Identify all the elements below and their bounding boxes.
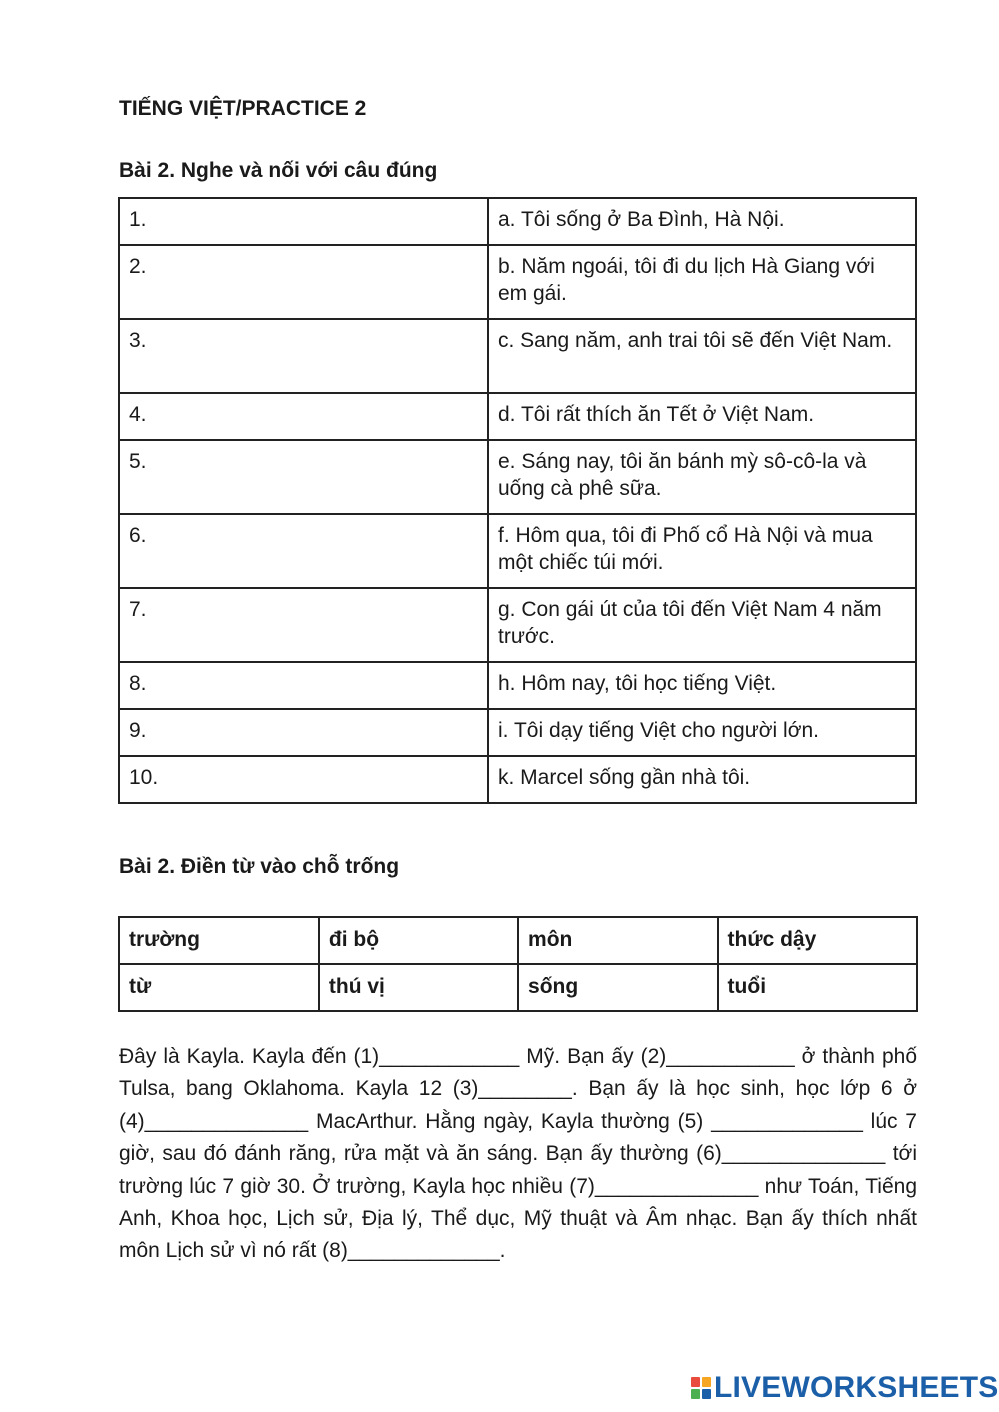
table-row [119,662,916,709]
table-row [119,393,916,440]
table-row [119,588,916,662]
word-bank-cell: môn [518,917,718,964]
sentence-cell: g. Con gái út của tôi đến Việt Nam 4 năm trước. [488,588,916,662]
sentence-cell: h. Hôm nay, tôi học tiếng Việt. [488,662,916,709]
sentence-cell: d. Tôi rất thích ăn Tết ở Việt Nam. [488,393,916,440]
item-number: 5. [119,440,488,514]
word-bank-cell: đi bộ [319,917,518,964]
sentence-cell: a. Tôi sống ở Ba Đình, Hà Nội. [488,198,916,245]
word-bank-row [119,964,917,1011]
sentence-cell: i. Tôi dạy tiếng Việt cho người lớn. [488,709,916,756]
word-bank-table [118,916,918,1012]
sentence-cell: f. Hôm qua, tôi đi Phố cổ Hà Nội và mua một chiếc túi mới. [488,514,916,588]
section2-heading: Bài 2. Điền từ vào chỗ trống [119,855,400,878]
table-row [119,319,916,393]
table-row [119,514,916,588]
table-row [119,440,916,514]
item-number: 4. [119,393,488,440]
sentence-cell: c. Sang năm, anh trai tôi sẽ đến Việt Nam. [488,319,916,393]
word-bank-cell: từ [119,964,319,1011]
liveworksheets-logo [691,1372,999,1404]
section1-heading: Bài 2. Nghe và nối với câu đúng [119,159,438,182]
table-row [119,756,916,803]
word-bank-cell: trường [119,917,319,964]
word-bank-row [119,917,917,964]
matching-table [118,197,917,804]
word-bank-cell: tuổi [718,964,917,1011]
sentence-cell: e. Sáng nay, tôi ăn bánh mỳ sô-cô-la và uống cà phê sữa. [488,440,916,514]
logo-square [702,1389,711,1399]
item-number: 10. [119,756,488,803]
logo-square [702,1377,711,1387]
sentence-cell: b. Năm ngoái, tôi đi du lịch Hà Giang với em gái. [488,245,916,319]
item-number: 3. [119,319,488,393]
logo-mark-icon [691,1377,711,1399]
item-number: 9. [119,709,488,756]
word-bank-cell: sống [518,964,718,1011]
item-number: 8. [119,662,488,709]
item-number: 1. [119,198,488,245]
page-title: TIẾNG VIỆT/PRACTICE 2 [119,97,367,120]
table-row [119,709,916,756]
logo-square [691,1377,700,1387]
item-number: 2. [119,245,488,319]
item-number: 7. [119,588,488,662]
fill-in-passage: Đây là Kayla. Kayla đến (1)____________ Mỹ. Bạn ấy (2)___________ ở thành phố Tulsa, bang Oklahoma. Kayla 12 (3)________. Bạn ấy là học sinh, học lớp 6 ở (4)______________ MacArthur. Hằng ngày, Kayla thường (5) _____________ lúc 7 giờ, sau đó đánh răng, rửa mặt và ăn sáng. Bạn ấy thường (6)______________ tới trường lúc 7 giờ 30. Ở trường, Kayla học nhiều (7)______________ như Toán, Tiếng Anh, Khoa học, Lịch sử, Địa lý, Thể dục, Mỹ thuật và Âm nhạc. Bạn ấy thích nhất môn Lịch sử vì nó rất (8)_____________. [119,1045,917,1263]
logo-text: LIVEWORKSHEETS [714,1371,999,1404]
word-bank-cell: thức dậy [718,917,917,964]
sentence-cell: k. Marcel sống gần nhà tôi. [488,756,916,803]
table-row [119,245,916,319]
logo-square [691,1389,700,1399]
word-bank-cell: thú vị [319,964,518,1011]
table-row [119,198,916,245]
item-number: 6. [119,514,488,588]
